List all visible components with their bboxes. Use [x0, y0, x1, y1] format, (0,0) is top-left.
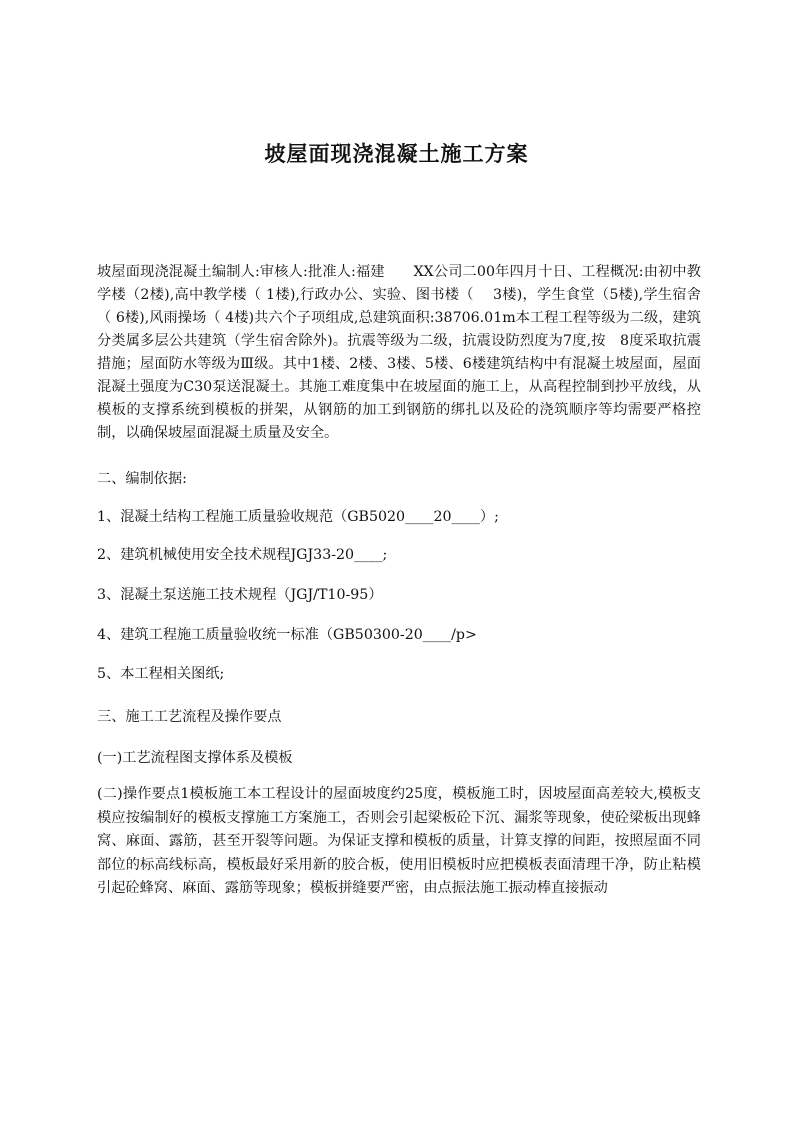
basis-item-1: 1、混凝土结构工程施工质量验收规范（GB5020____20____）;	[97, 509, 499, 525]
basis-item-4: 4、建筑工程施工质量验收统一标准（GB50300-20____/p>	[97, 627, 477, 643]
process-heading: 三、施工工艺流程及操作要点	[97, 709, 282, 725]
flow-heading: (一)工艺流程图支撑体系及模板	[97, 750, 293, 766]
document-title: 坡屋面现浇混凝土施工方案	[264, 142, 529, 166]
intro-paragraph: 坡屋面现浇混凝土编制人:审核人:批准人:福建 XX公司二00年四月十日、工程概况:由初中教学楼（2楼),高中教学楼（ 1楼),行政办公、实验、图书楼（ 3楼)，学生食堂（5楼),学生宿舍（ 6楼),风雨操场（ 4楼)共六个子项组成,总建筑面积:38706.01m本工程工程等级为二级，建筑分类属多层公共建筑（学生宿舍除外)。抗震等级为二级，抗震设防烈度为7度,按 8度采取抗震措施；屋面防水等级为Ⅲ级。其中1楼、2楼、3楼、5楼、6楼建筑结构中有混凝土坡屋面，屋面混凝土强度为C30泵送混凝土。其施工难度集中在坡屋面的施工上，从高程控制到抄平放线，从模板的支撑系统到模板的拼架，从钢筋的加工到钢筋的绑扎以及砼的浇筑顺序等均需要严格控制，以确保坡屋面混凝土质量及安全。	[97, 264, 701, 441]
basis-heading: 二、编制依据:	[97, 471, 187, 487]
operations-paragraph: (二)操作要点1模板施工本工程设计的屋面坡度约25度，模板施工时，因坡屋面高差较大,模板支模应按编制好的模板支撑施工方案施工，否则会引起梁板砼下沉、漏浆等现象，使砼梁板出现蜂窝、麻面、露筋，甚至开裂等问题。为保证支撑和模板的质量，计算支撑的间距，按照屋面不同部位的标高线标高，模板最好采用新的胶合板，使用旧模板时应把模板表面清理干净，防止粘模引起砼蜂窝、麻面、露筋等现象；模板拼缝要严密，由点振法施工振动棒直接振动	[97, 786, 701, 896]
basis-item-3: 3、混凝土泵送施工技术规程（JGJ/T10-95）	[97, 587, 383, 603]
basis-item-5: 5、本工程相关图纸;	[97, 666, 225, 682]
basis-item-2: 2、建筑机械使用安全技术规程JGJ33-20____;	[97, 547, 388, 563]
